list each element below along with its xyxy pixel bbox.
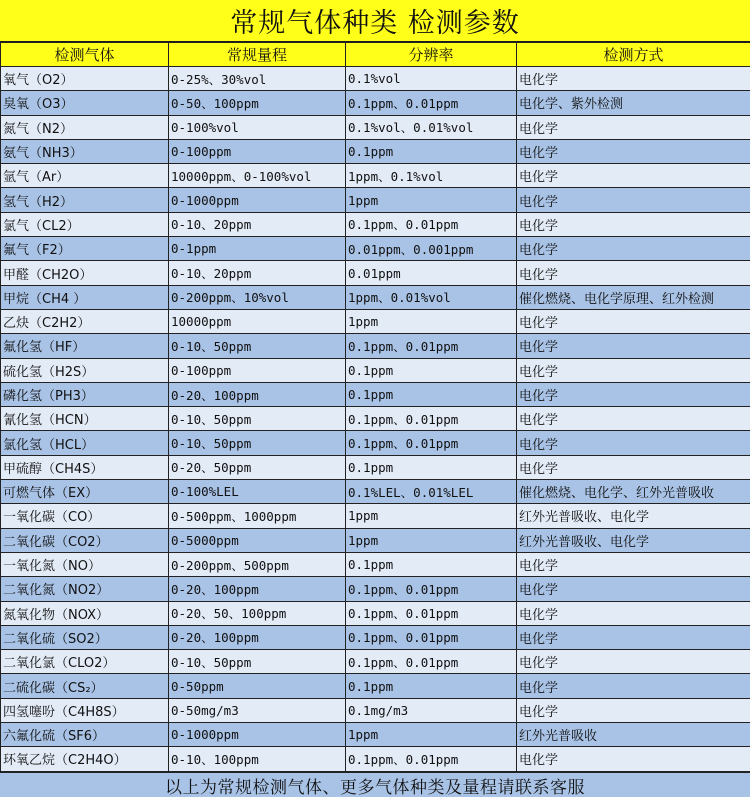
table-row: [1, 382, 750, 406]
cell-range: 0-20、100ppm: [169, 625, 346, 649]
cell-range: 0-20、50ppm: [169, 455, 346, 479]
cell-method: 电化学、紫外检测: [517, 91, 750, 115]
cell-range: 0-100%vol: [169, 115, 346, 139]
cell-resolution: 0.1ppm、0.01ppm: [346, 625, 517, 649]
cell-range: 0-50mg/m3: [169, 698, 346, 722]
cell-resolution: 0.1ppm: [346, 455, 517, 479]
cell-method: 红外光普吸收、电化学: [517, 504, 750, 528]
cell-range: 10000ppm: [169, 309, 346, 333]
cell-gas: 四氢噻吩（C4H8S）: [1, 698, 169, 722]
cell-range: 0-5000ppm: [169, 528, 346, 552]
table-row: [1, 334, 750, 358]
cell-gas: 氟化氢（HF）: [1, 334, 169, 358]
cell-method: 电化学: [517, 747, 750, 771]
table-row: [1, 358, 750, 382]
cell-gas: 二硫化碳（CS₂）: [1, 674, 169, 698]
cell-method: 电化学: [517, 115, 750, 139]
cell-resolution: 1ppm: [346, 528, 517, 552]
cell-gas: 氮氧化物（NOX）: [1, 601, 169, 625]
cell-range: 0-10、50ppm: [169, 407, 346, 431]
cell-resolution: 0.1mg/m3: [346, 698, 517, 722]
table-row: [1, 91, 750, 115]
cell-range: 0-500ppm、1000ppm: [169, 504, 346, 528]
cell-gas: 乙炔（C2H2）: [1, 309, 169, 333]
cell-range: 0-100ppm: [169, 139, 346, 163]
table-row: [1, 139, 750, 163]
cell-method: 电化学: [517, 188, 750, 212]
cell-range: 0-10、20ppm: [169, 212, 346, 236]
cell-gas: 氯化氢（HCL）: [1, 431, 169, 455]
cell-resolution: 0.1ppm、0.01ppm: [346, 577, 517, 601]
cell-gas: 甲烷（CH4 ）: [1, 285, 169, 309]
column-header-resolution: 分辨率: [346, 43, 517, 67]
cell-method: 催化燃烧、电化学原理、红外检测: [517, 285, 750, 309]
cell-method: 电化学: [517, 577, 750, 601]
cell-range: 0-25%、30%vol: [169, 67, 346, 91]
cell-resolution: 0.1ppm、0.01ppm: [346, 747, 517, 771]
cell-resolution: 0.1ppm、0.01ppm: [346, 91, 517, 115]
cell-resolution: 0.1ppm、0.01ppm: [346, 601, 517, 625]
table-row: [1, 723, 750, 747]
table-row: [1, 650, 750, 674]
table-row: [1, 212, 750, 236]
cell-range: 0-1ppm: [169, 237, 346, 261]
cell-gas: 氯气（CL2）: [1, 212, 169, 236]
column-header-range: 常规量程: [169, 43, 346, 67]
cell-gas: 磷化氢（PH3）: [1, 382, 169, 406]
cell-resolution: 0.1ppm、0.01ppm: [346, 650, 517, 674]
cell-gas: 二氧化碳（CO2）: [1, 528, 169, 552]
cell-gas: 氢气（H2）: [1, 188, 169, 212]
cell-gas: 二氧化硫（SO2）: [1, 625, 169, 649]
cell-gas: 六氟化硫（SF6）: [1, 723, 169, 747]
cell-resolution: 0.1ppm、0.01ppm: [346, 407, 517, 431]
cell-range: 0-10、20ppm: [169, 261, 346, 285]
table-row: [1, 164, 750, 188]
cell-method: 电化学: [517, 309, 750, 333]
cell-resolution: 0.1%vol、0.01%vol: [346, 115, 517, 139]
cell-method: 电化学: [517, 698, 750, 722]
cell-method: 电化学: [517, 382, 750, 406]
table-row: [1, 577, 750, 601]
table-row: [1, 188, 750, 212]
cell-resolution: 0.1ppm: [346, 552, 517, 576]
gas-parameter-table: [0, 42, 750, 772]
cell-method: 红外光普吸收: [517, 723, 750, 747]
cell-method: 电化学: [517, 650, 750, 674]
cell-method: 电化学: [517, 164, 750, 188]
cell-range: 0-10、50ppm: [169, 334, 346, 358]
cell-range: 0-200ppm、10%vol: [169, 285, 346, 309]
cell-resolution: 1ppm: [346, 504, 517, 528]
table-body: [1, 67, 750, 772]
cell-gas: 氨气（NH3）: [1, 139, 169, 163]
cell-method: 电化学: [517, 139, 750, 163]
cell-method: 红外光普吸收、电化学: [517, 528, 750, 552]
cell-range: 0-200ppm、500ppm: [169, 552, 346, 576]
cell-range: 10000ppm、0-100%vol: [169, 164, 346, 188]
table-row: [1, 407, 750, 431]
table-row: [1, 237, 750, 261]
cell-method: 电化学: [517, 261, 750, 285]
table-row: [1, 285, 750, 309]
cell-resolution: 0.1ppm: [346, 139, 517, 163]
cell-range: 0-10、50ppm: [169, 650, 346, 674]
table-row: [1, 115, 750, 139]
cell-gas: 甲醛（CH2O）: [1, 261, 169, 285]
cell-gas: 氧气（O2）: [1, 67, 169, 91]
cell-gas: 硫化氢（H2S）: [1, 358, 169, 382]
cell-resolution: 0.1ppm、0.01ppm: [346, 212, 517, 236]
cell-resolution: 1ppm: [346, 309, 517, 333]
cell-resolution: 0.1ppm: [346, 358, 517, 382]
table-row: [1, 528, 750, 552]
cell-gas: 氰化氢（HCN）: [1, 407, 169, 431]
cell-method: 电化学: [517, 334, 750, 358]
cell-gas: 氩气（Ar）: [1, 164, 169, 188]
cell-resolution: 0.1%LEL、0.01%LEL: [346, 480, 517, 504]
table-row: [1, 552, 750, 576]
page-title: 常规气体种类 检测参数: [230, 1, 520, 40]
cell-range: 0-10、100ppm: [169, 747, 346, 771]
title-banner: [0, 0, 750, 42]
footer-note: 以上为常规检测气体、更多气体种类及量程请联系客服: [165, 773, 585, 798]
table-row: [1, 674, 750, 698]
cell-range: 0-50、100ppm: [169, 91, 346, 115]
footer-note-bar: [0, 772, 750, 797]
cell-gas: 一氧化氮（NO）: [1, 552, 169, 576]
cell-method: 电化学: [517, 552, 750, 576]
cell-gas: 一氧化碳（CO）: [1, 504, 169, 528]
cell-range: 0-100ppm: [169, 358, 346, 382]
cell-range: 0-1000ppm: [169, 188, 346, 212]
cell-gas: 甲硫醇（CH4S）: [1, 455, 169, 479]
cell-resolution: 1ppm: [346, 723, 517, 747]
cell-gas: 环氧乙烷（C2H4O）: [1, 747, 169, 771]
table-header-row: [1, 43, 750, 67]
cell-gas: 二氧化氯（CLO2）: [1, 650, 169, 674]
cell-gas: 二氧化氮（NO2）: [1, 577, 169, 601]
cell-resolution: 0.1ppm、0.01ppm: [346, 334, 517, 358]
cell-gas: 可燃气体（EX）: [1, 480, 169, 504]
cell-range: 0-10、50ppm: [169, 431, 346, 455]
cell-method: 催化燃烧、电化学、红外光普吸收: [517, 480, 750, 504]
cell-method: 电化学: [517, 212, 750, 236]
cell-resolution: 1ppm: [346, 188, 517, 212]
cell-gas: 臭氧（O3）: [1, 91, 169, 115]
cell-method: 电化学: [517, 431, 750, 455]
cell-method: 电化学: [517, 407, 750, 431]
cell-resolution: 0.1ppm: [346, 674, 517, 698]
cell-gas: 氟气（F2）: [1, 237, 169, 261]
table-row: [1, 480, 750, 504]
cell-resolution: 0.01ppm、0.001ppm: [346, 237, 517, 261]
cell-method: 电化学: [517, 455, 750, 479]
cell-method: 电化学: [517, 674, 750, 698]
table-row: [1, 67, 750, 91]
cell-resolution: 0.1%vol: [346, 67, 517, 91]
cell-method: 电化学: [517, 601, 750, 625]
cell-resolution: 1ppm、0.1%vol: [346, 164, 517, 188]
table-row: [1, 261, 750, 285]
cell-method: 电化学: [517, 625, 750, 649]
table-row: [1, 698, 750, 722]
cell-method: 电化学: [517, 67, 750, 91]
cell-range: 0-20、100ppm: [169, 382, 346, 406]
column-header-method: 检测方式: [517, 43, 750, 67]
column-header-gas: 检测气体: [1, 43, 169, 67]
cell-resolution: 1ppm、0.01%vol: [346, 285, 517, 309]
cell-range: 0-20、100ppm: [169, 577, 346, 601]
table-row: [1, 431, 750, 455]
table-row: [1, 601, 750, 625]
cell-method: 电化学: [517, 358, 750, 382]
table-row: [1, 625, 750, 649]
cell-resolution: 0.1ppm: [346, 382, 517, 406]
table-row: [1, 747, 750, 771]
table-row: [1, 455, 750, 479]
cell-range: 0-20、50、100ppm: [169, 601, 346, 625]
table-row: [1, 309, 750, 333]
cell-range: 0-1000ppm: [169, 723, 346, 747]
cell-range: 0-50ppm: [169, 674, 346, 698]
cell-resolution: 0.01ppm: [346, 261, 517, 285]
cell-resolution: 0.1ppm、0.01ppm: [346, 431, 517, 455]
cell-gas: 氮气（N2）: [1, 115, 169, 139]
table-row: [1, 504, 750, 528]
cell-method: 电化学: [517, 237, 750, 261]
cell-range: 0-100%LEL: [169, 480, 346, 504]
